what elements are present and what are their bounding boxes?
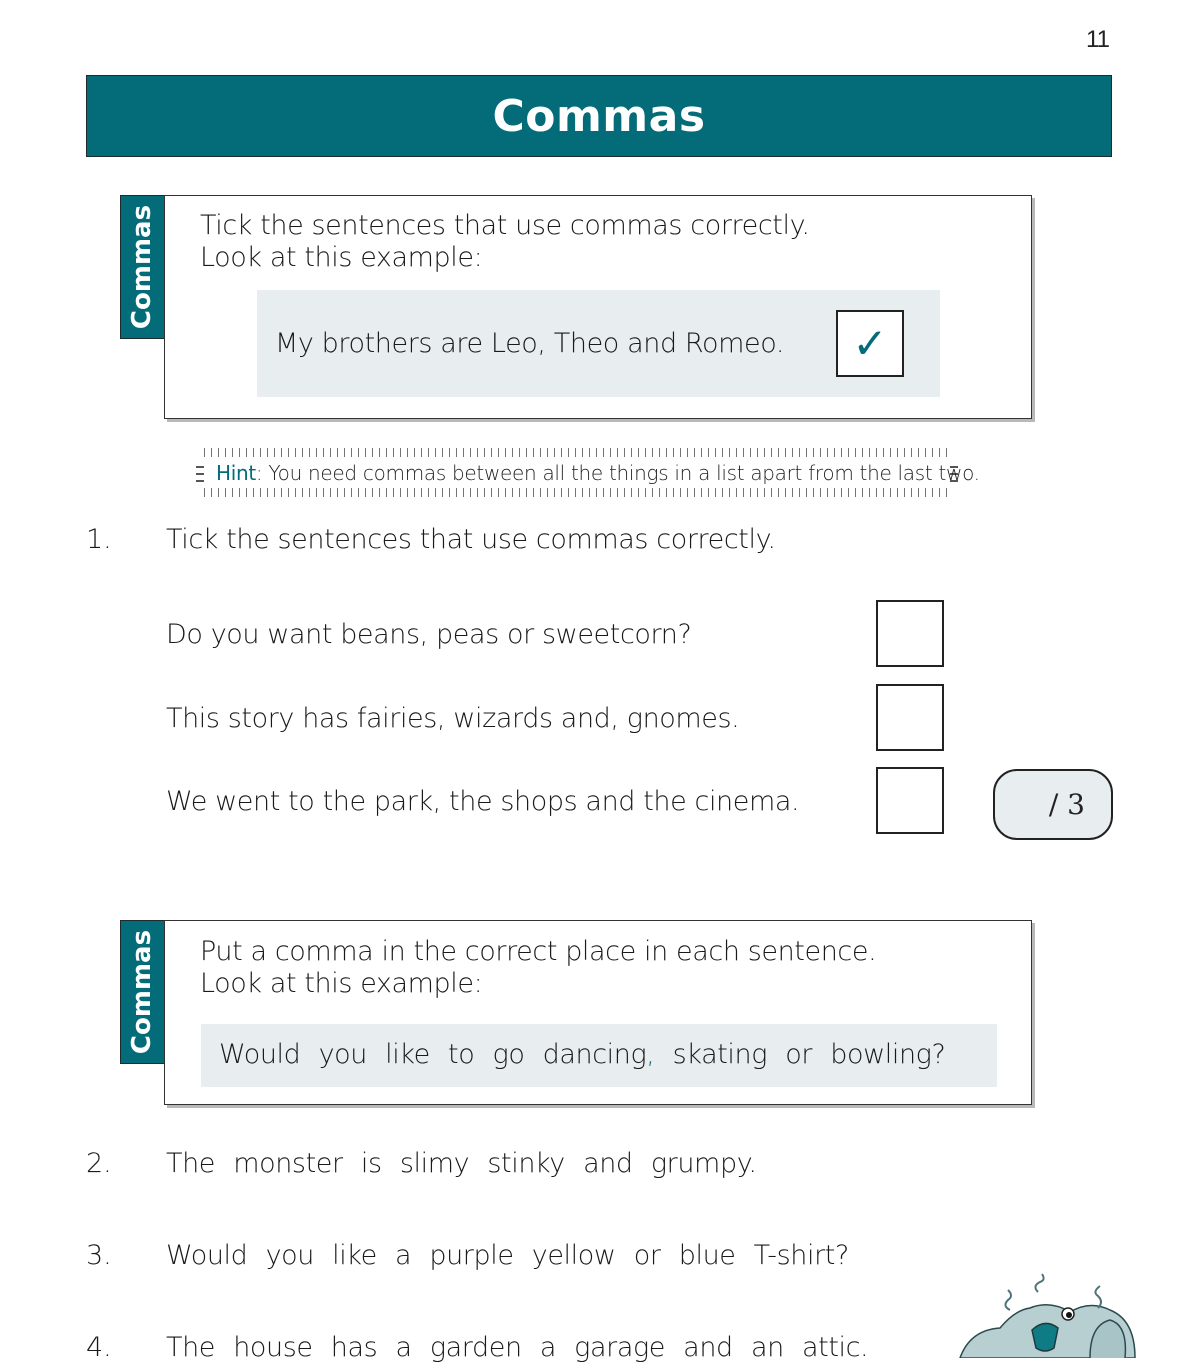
- example-text-before: Would you like to go dancing: [219, 1039, 647, 1070]
- hint-text: [216, 461, 980, 485]
- section-tab: [120, 195, 165, 339]
- page-number: 11: [1086, 26, 1109, 53]
- hint-dash: [196, 466, 204, 468]
- example-checkbox: [836, 310, 904, 377]
- hint-dash: [196, 473, 204, 475]
- instruction-line-1: Tick the sentences that use commas correctly.: [200, 210, 810, 241]
- hatch-decoration-bottom: [204, 488, 950, 497]
- question-number: 4.: [86, 1332, 112, 1363]
- question-sentence[interactable]: Would you like a purple yellow or blue T-shirt?: [166, 1240, 849, 1271]
- sentence-option: Do you want beans, peas or sweetcorn?: [166, 619, 692, 650]
- tick-icon: ✓: [852, 318, 888, 368]
- score-box: [993, 769, 1113, 840]
- section-tab-label: Commas: [127, 204, 158, 330]
- example-sentence: [219, 1039, 945, 1071]
- instruction-line-1: Put a comma in the correct place in each sentence.: [200, 936, 877, 967]
- score-label: / 3: [1048, 788, 1085, 821]
- page-title: Commas: [492, 90, 706, 142]
- tick-box-1[interactable]: [876, 600, 944, 667]
- title-banner: [86, 75, 1112, 157]
- hint-banner: [196, 446, 980, 500]
- hatch-decoration-top: [204, 448, 950, 457]
- question-prompt: Tick the sentences that use commas correctly.: [166, 524, 776, 555]
- instruction-box: [164, 195, 1032, 419]
- instruction-line-2: Look at this example:: [200, 968, 483, 999]
- instruction-line-2: Look at this example:: [200, 242, 483, 273]
- monster-illustration: [950, 1270, 1140, 1358]
- question-sentence[interactable]: The house has a garden a garage and an attic.: [166, 1332, 869, 1363]
- hint-label: Hint: [216, 461, 256, 485]
- hint-dash: [196, 480, 204, 482]
- tick-box-3[interactable]: [876, 767, 944, 834]
- question-number: 1.: [86, 524, 112, 555]
- monster-icon: [950, 1270, 1140, 1358]
- example-sentence: My brothers are Leo, Theo and Romeo.: [275, 328, 785, 359]
- sentence-option: This story has fairies, wizards and, gnomes.: [166, 703, 740, 734]
- sentence-option: We went to the park, the shops and the cinema.: [166, 786, 800, 817]
- example-panel: [257, 290, 940, 397]
- tick-box-2[interactable]: [876, 684, 944, 751]
- question-number: 2.: [86, 1148, 112, 1179]
- example-text-after: skating or bowling?: [654, 1039, 946, 1070]
- section-tab: [120, 920, 165, 1064]
- example-panel: [201, 1024, 997, 1087]
- question-sentence[interactable]: The monster is slimy stinky and grumpy.: [166, 1148, 757, 1179]
- instruction-box: [164, 920, 1032, 1105]
- hint-body: : You need commas between all the things in a list apart from the last two.: [255, 461, 980, 485]
- highlighted-comma: ,: [646, 1039, 655, 1070]
- question-number: 3.: [86, 1240, 112, 1271]
- section-tab-label: Commas: [127, 929, 158, 1055]
